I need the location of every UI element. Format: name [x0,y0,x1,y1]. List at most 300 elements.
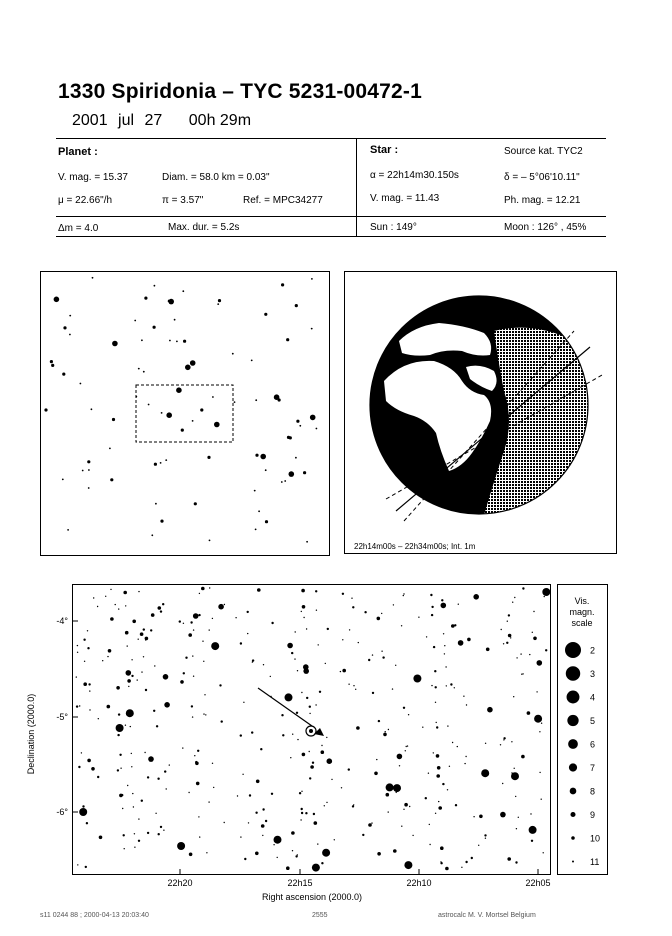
chart-star [368,823,372,827]
chart-star [87,759,91,763]
chart-star [79,808,87,816]
chart-star [286,866,290,870]
legend-dot [565,642,581,658]
chart-star [130,726,131,727]
chart-star [102,660,103,661]
chart-star [202,641,203,642]
chart-star [183,672,185,674]
chart-star [404,803,408,807]
chart-star [518,817,519,818]
finder-star [62,373,65,376]
chart-star [300,819,301,820]
chart-star [348,684,349,685]
chart-star [201,587,205,591]
finder-star [160,520,163,523]
chart-star [452,742,453,743]
chart-star [377,617,381,621]
planet-mu: μ = 22.66"/h [58,195,113,206]
chart-star [77,645,78,646]
chart-star [145,639,146,640]
finder-star [299,425,301,427]
chart-star [301,692,302,693]
chart-star [321,745,322,746]
chart-star [147,832,149,834]
chart-star [164,770,166,772]
chart-star [536,691,537,692]
chart-star [326,802,327,803]
chart-star [431,606,433,608]
finder-star [91,408,93,410]
chart-star [327,758,333,764]
chart-star [79,705,80,706]
chart-star [450,683,452,685]
chart-star [471,857,473,859]
finder-star [264,313,267,316]
chart-star [520,653,521,654]
chart-star [211,642,219,650]
chart-star [401,625,402,626]
chart-star [169,764,170,765]
chart-star [118,713,120,715]
finder-star [192,420,194,422]
chart-star [441,603,447,609]
chart-star [399,765,400,766]
chart-star [164,702,170,708]
chart-star [541,723,542,724]
chart-star [403,593,404,594]
chart-star [437,766,441,770]
chart-star [151,613,155,617]
chart-star [515,861,517,863]
chart-star [224,604,225,605]
chart-star [533,611,534,612]
chart-star [244,858,246,860]
finder-star [88,487,90,489]
finder-star [212,396,214,398]
finder-star [284,480,286,482]
chart-star [147,776,149,778]
chart-star [76,705,78,707]
chart-star [155,813,156,814]
finder-star [176,341,178,343]
chart-star [192,716,193,717]
info-mid-rule [56,216,606,217]
chart-star [221,720,223,722]
chart-star [458,604,459,605]
finder-star [44,408,47,411]
finder-star [50,360,53,363]
chart-star [395,665,396,666]
chart-star [430,594,432,596]
chart-star [334,839,335,840]
chart-star [521,674,522,675]
chart-star [443,633,444,634]
chart-star [124,848,125,849]
chart-star [465,756,466,757]
chart-star [133,806,134,807]
finder-star [155,503,157,505]
chart-star [378,720,380,722]
finder-star [254,490,256,492]
legend-dot [571,836,575,840]
chart-star [193,676,194,677]
page-title: 1330 Spiridonia – TYC 5231-00472-1 [58,80,422,103]
chart-star [240,836,241,837]
chart-star [527,711,531,715]
finder-star [92,277,94,279]
chart-star [522,673,523,674]
chart-star [235,617,236,618]
chart-star [117,769,119,771]
chart-star [182,747,183,748]
chart-star [447,789,448,790]
chart-star [197,750,199,752]
chart-star [98,718,99,719]
finder-star [194,502,197,505]
chart-star [188,792,189,793]
chart-star [539,772,540,773]
chart-star [97,776,99,778]
chart-star [406,746,407,747]
chart-star [312,864,320,872]
chart-star [315,704,316,705]
chart-star [376,759,377,760]
legend-dot [566,666,580,680]
chart-star [514,768,515,769]
chart-star [179,620,181,622]
chart-star [512,602,513,603]
chart-star [125,725,126,726]
finder-star [287,436,290,439]
chart-star [374,772,378,776]
legend-title: magn. [569,607,595,617]
chart-star [166,788,167,789]
chart-star [408,714,409,715]
planet-ref: Ref. = MPC34277 [243,195,323,206]
finder-star [265,469,267,471]
finder-star [251,360,253,362]
legend-dot [567,691,580,704]
legend-mag-label: 3 [590,669,596,679]
chart-star [392,688,393,689]
finder-star [67,529,69,531]
star-vmag: V. mag. = 11.43 [370,193,440,204]
finder-star [168,300,170,302]
chart-star [422,727,423,728]
chart-star [83,813,84,814]
finder-star [112,418,115,421]
finder-star [255,399,257,401]
chart-star [514,597,515,598]
y-tick-label: -5° [56,712,68,722]
chart-star [271,793,273,795]
chart-star [194,755,195,756]
planet-diam: Diam. = 58.0 km = 0.03" [162,172,270,183]
chart-star [303,617,304,618]
chart-star [143,656,144,657]
chart-star [81,752,82,753]
finder-star [316,428,318,430]
chart-star [372,654,373,655]
chart-star [206,852,207,853]
legend-mag-label: 4 [590,692,596,703]
chart-star [473,816,474,817]
chart-star [115,604,116,605]
chart-star [436,726,438,728]
chart-star [260,748,262,750]
chart-star [198,816,199,817]
chart-star [513,696,514,697]
chart-star [127,679,131,683]
chart-star [270,676,271,677]
x-tick-label: 22h20 [167,878,193,888]
chart-star [265,820,267,822]
chart-star [393,849,397,853]
finder-star [281,283,284,286]
chart-star [484,834,486,836]
chart-star [86,822,88,824]
chart-star [82,805,84,807]
chart-star [301,812,303,814]
chart-star [438,806,442,810]
chart-star [436,722,437,723]
chart-star [134,847,135,848]
finder-star [63,326,66,329]
moon-info: Moon : 126° , 45% [504,222,587,233]
event-date [72,112,257,130]
chart-star [522,587,524,589]
chart-star [412,835,413,836]
finder-star [311,278,313,280]
finder-star [289,471,295,477]
chart-star [449,766,450,767]
chart-star [303,668,309,674]
chart-star [297,739,298,740]
chart-star [353,685,354,686]
finder-star [183,340,186,343]
chart-star [193,629,194,630]
chart-star [291,831,295,835]
footer-mid: 2555 [312,912,328,919]
chart-star [511,741,512,742]
chart-star [341,787,342,788]
finder-star [143,371,145,373]
chart-star [273,844,274,845]
chart-star [543,852,544,853]
chart-star [381,651,382,652]
info-divider [356,138,357,236]
chart-star [442,783,444,785]
chart-star [110,617,114,621]
chart-star [195,762,199,766]
chart-star [105,596,106,597]
chart-star [212,763,213,764]
finder-star [295,304,298,307]
chart-star [141,800,143,802]
chart-star [218,604,224,610]
finder-star [200,408,203,411]
legend-title: Vis. [574,596,590,606]
chart-star [249,794,251,796]
chart-star [274,836,282,844]
chart-star [138,818,139,819]
chart-star [271,622,273,624]
chart-star [163,674,169,680]
chart-star [127,785,128,786]
chart-star [473,594,479,600]
chart-star [426,636,427,637]
star-source: Source kat. TYC2 [504,146,583,157]
chart-star [351,598,352,599]
star-delta: δ = – 5°06'10.11" [504,172,580,183]
x-axis-label: Right ascension (2000.0) [261,892,363,902]
chart-star [506,642,508,644]
finder-star [303,471,306,474]
chart-star [277,857,278,858]
chart-star [78,766,80,768]
chart-star [511,772,512,773]
chart-star [401,826,402,827]
planet-label: Planet : [58,146,98,158]
chart-star [88,683,90,685]
chart-star [436,754,440,758]
chart-star [84,661,85,662]
legend-dot [567,715,578,726]
chart-star [209,587,210,588]
chart-star [501,629,502,630]
chart-star [390,789,392,791]
chart-star [255,812,257,814]
finder-star [144,297,147,300]
chart-star [158,833,160,835]
chart-star [141,671,142,672]
finder-star [161,412,163,414]
chart-star [131,659,132,660]
info-bottom-rule [56,236,606,237]
chart-star [145,689,147,691]
finder-star [154,285,156,287]
chart-star [77,652,78,653]
chart-star [465,861,467,863]
chart-star [435,686,437,688]
chart-star [413,675,421,683]
chart-star [301,808,303,810]
chart-star [467,638,471,642]
chart-star [257,588,261,592]
chart-star [144,752,145,753]
finder-star [295,457,297,459]
chart-star [89,709,90,710]
globe-caption: 22h14m00s – 22h34m00s; Int. 1m [354,542,476,551]
chart-star [407,745,408,746]
chart-star [404,861,412,869]
chart-star [282,734,284,736]
chart-star [263,664,264,665]
chart-star [83,639,85,641]
finder-star [217,303,219,305]
chart-star [310,765,314,769]
chart-star [431,614,433,616]
chart-star [131,766,132,767]
chart-star [204,694,205,695]
finder-star [190,360,196,366]
max-duration: Max. dur. = 5.2s [168,222,240,233]
chart-star [429,844,430,845]
chart-star [386,793,390,797]
chart-star [537,660,543,666]
chart-star [382,656,384,658]
chart-star [436,774,440,778]
chart-star [76,676,77,677]
chart-star [324,805,325,806]
chart-star [93,597,94,598]
finder-star [286,338,289,341]
finder-star [255,454,258,457]
chart-star [119,754,121,756]
chart-star [446,685,447,686]
finder-star [260,454,266,460]
finder-stars [44,277,317,543]
chart-star [372,692,374,694]
event-time: 00h 29m [188,112,252,129]
chart-star [120,768,121,769]
finder-star [160,462,162,464]
chart-star [544,596,545,597]
chart-star [315,590,317,592]
star-label: Star : [370,144,399,156]
chart-star [285,693,293,701]
chart-star [301,589,305,593]
chart-star [224,822,225,823]
chart-star [464,763,465,764]
chart-star [121,794,123,796]
chart-star [508,634,512,638]
chart-star [87,647,89,649]
chart-star [409,806,410,807]
chart-star [242,774,243,775]
finder-star [209,540,211,542]
chart-star [325,663,326,664]
chart-star [150,629,152,631]
chart-star [192,655,193,656]
legend-mag-label: 10 [590,833,601,844]
chart-star [199,836,200,837]
chart-star [131,675,133,677]
chart-star [342,669,346,673]
chart-star [454,624,456,626]
chart-star [247,633,248,634]
chart-star [435,813,436,814]
finder-star [176,387,182,393]
chart-star [177,842,185,850]
chart-star [126,709,134,717]
chart-star [457,746,458,747]
legend-mag-label: 6 [590,739,596,750]
chart-star [262,808,264,810]
chart-star [321,862,323,864]
chart-star [110,589,111,590]
chart-star [463,696,464,697]
chart-star [500,744,501,745]
legend-mag-label: 7 [590,763,596,773]
finder-star [214,422,220,428]
chart-star [503,643,504,644]
chart-star [301,791,302,792]
chart-star [348,768,350,770]
chart-star [99,836,103,840]
chart-star [349,629,350,630]
chart-star [529,826,537,834]
